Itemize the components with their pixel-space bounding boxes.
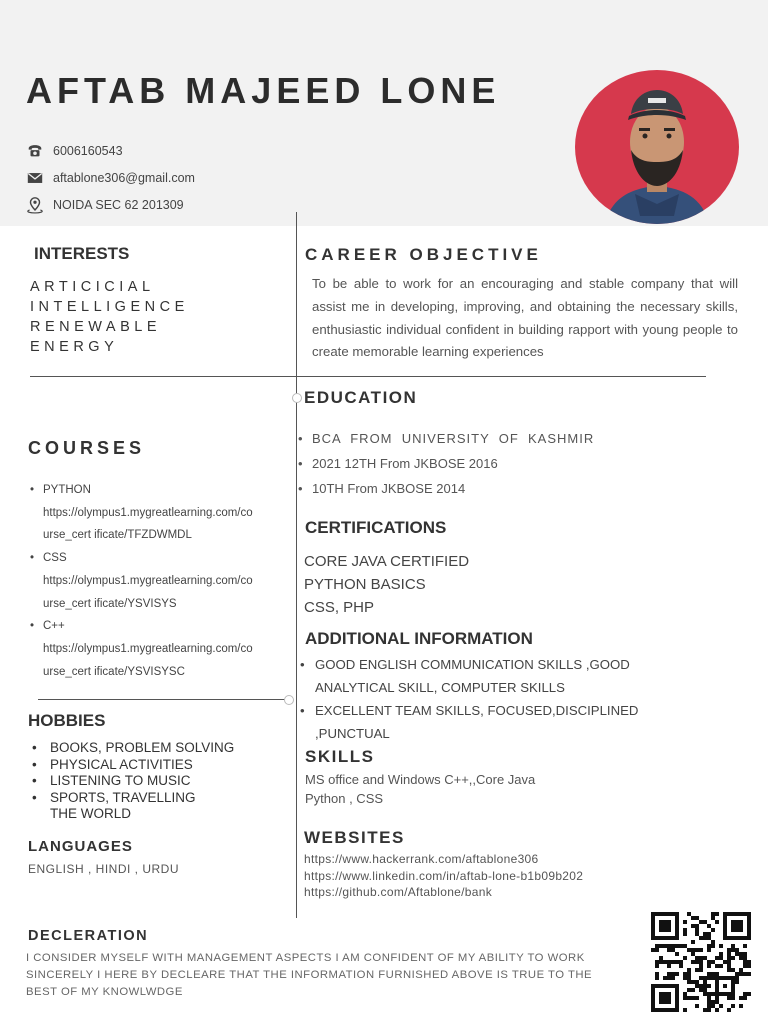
- phone-row: [26, 142, 123, 160]
- hobbies-heading: HOBBIES: [28, 711, 106, 730]
- course-url[interactable]: https://olympus1.mygreatlearning.com/co: [43, 506, 253, 519]
- course-url[interactable]: urse_cert ificate/YSVISYS: [43, 597, 177, 610]
- location-pin-icon: [26, 196, 44, 214]
- course-title: • PYTHON: [30, 484, 91, 496]
- profile-photo: [575, 70, 739, 224]
- declaration-text: I CONSIDER MYSELF WITH MANAGEMENT ASPECTS I AM CONFIDENT OF MY ABILITY TO WORK SINCERELY I HERE BY DECLEARE THAT THE INFORMATION FURNISHED ABOVE IS TRUE TO THE BEST OF MY KNOWLWDGE: [26, 952, 593, 998]
- email-row: [26, 169, 195, 187]
- qr-code[interactable]: [650, 912, 752, 1012]
- divider-dot: [284, 695, 294, 705]
- website-link[interactable]: https://github.com/Aftablone/bank: [304, 885, 493, 899]
- interest-line: RENEWABLE: [30, 319, 162, 335]
- interest-line: ARTICICIAL: [30, 279, 155, 295]
- skills-line: MS office and Windows C++,,Core Java: [305, 772, 536, 787]
- courses-heading: COURSES: [28, 438, 146, 458]
- address: NOIDA SEC 62 201309: [53, 198, 184, 212]
- additional-info-list: [300, 653, 638, 745]
- candidate-name: AFTAB MAJEED LONE: [26, 70, 501, 111]
- hobby-item: • PHYSICAL ACTIVITIES: [32, 756, 193, 772]
- interest-line: ENERGY: [30, 339, 119, 355]
- career-objective-text: To be able to work for an encouraging and stable company that will assist me in developing, improving, and obtaining the necessary skills, enthusiastic individual confident in building rapport with young people to create memorable learning experiences: [312, 276, 738, 360]
- course-url[interactable]: https://olympus1.mygreatlearning.com/co: [43, 642, 253, 655]
- additional-info-item: • EXCELLENT TEAM SKILLS, FOCUSED,DISCIPLINED: [300, 703, 639, 718]
- hobbies-list: [32, 740, 262, 823]
- phone-number[interactable]: 6006160543: [53, 144, 123, 158]
- course-title: • CSS: [30, 552, 67, 565]
- additional-info-item: • GOOD ENGLISH COMMUNICATION SKILLS ,GOOD: [300, 657, 630, 672]
- certification-item: PYTHON BASICS: [304, 576, 426, 593]
- vertical-divider: [296, 212, 297, 918]
- divider-dot: [292, 393, 302, 403]
- email-icon: [26, 169, 44, 187]
- languages-text: ENGLISH , HINDI , URDU: [28, 862, 180, 876]
- declaration-heading: DECLERATION: [28, 928, 149, 944]
- hobby-item: • LISTENING TO MUSIC: [32, 773, 191, 788]
- education-item: • 10TH From JKBOSE 2014: [298, 481, 466, 496]
- additional-info-item-cont: ,PUNCTUAL: [315, 726, 390, 741]
- hobby-item: • BOOKS, PROBLEM SOLVING: [32, 740, 235, 755]
- email-address[interactable]: aftablone306@gmail.com: [53, 171, 195, 185]
- course-title: • C++: [30, 620, 65, 633]
- websites-heading: WEBSITES: [304, 828, 405, 847]
- horizontal-divider-left: [38, 699, 288, 700]
- hobby-item: • SPORTS, TRAVELLING THE WORLD: [32, 789, 196, 821]
- skills-heading: SKILLS: [305, 747, 375, 766]
- education-heading: EDUCATION: [304, 388, 418, 407]
- education-item: • BCA FROM UNIVERSITY OF KASHMIR: [298, 431, 595, 446]
- education-item: • 2021 12TH From JKBOSE 2016: [298, 456, 498, 471]
- website-link[interactable]: https://www.linkedin.com/in/aftab-lone-b1b09b202: [304, 869, 584, 883]
- course-list: [30, 479, 293, 683]
- languages-heading: LANGUAGES: [28, 838, 133, 855]
- website-link[interactable]: https://www.hackerrank.com/aftablone306: [304, 852, 539, 866]
- additional-info-heading: ADDITIONAL INFORMATION: [305, 629, 533, 648]
- skills-line: Python , CSS: [305, 791, 384, 806]
- additional-info-item-cont: ANALYTICAL SKILL, COMPUTER SKILLS: [315, 680, 565, 695]
- course-url[interactable]: urse_cert ificate/YSVISYSC: [43, 665, 185, 678]
- phone-icon: [26, 142, 44, 160]
- certification-item: CSS, PHP: [304, 599, 375, 616]
- interests-heading: INTERESTS: [34, 244, 130, 263]
- career-objective-heading: CAREER OBJECTIVE: [305, 245, 542, 264]
- certifications-heading: CERTIFICATIONS: [305, 518, 447, 537]
- course-url[interactable]: urse_cert ificate/TFZDWMDL: [43, 529, 192, 542]
- course-url[interactable]: https://olympus1.mygreatlearning.com/co: [43, 574, 253, 587]
- interest-line: INTELLIGENCE: [30, 299, 189, 315]
- certification-item: CORE JAVA CERTIFIED: [304, 553, 470, 570]
- horizontal-divider-top: [30, 376, 706, 377]
- address-row: [26, 196, 184, 214]
